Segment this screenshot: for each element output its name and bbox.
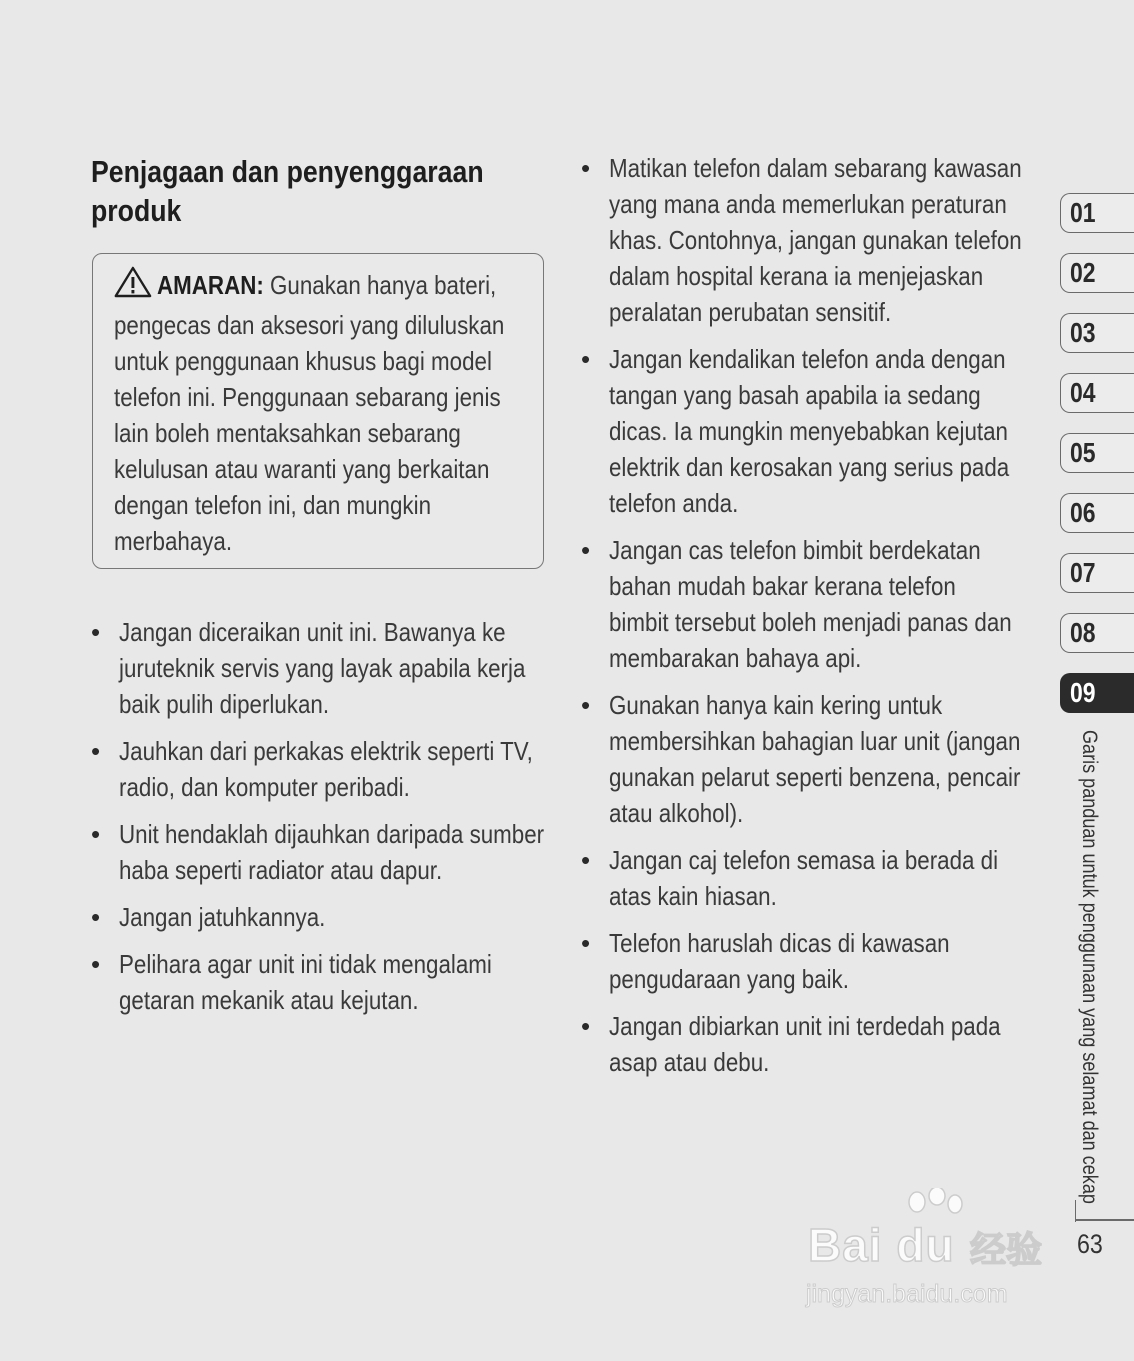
list-item-line: telefon anda.	[609, 488, 739, 518]
list-item-line: atau alkohol).	[609, 798, 744, 828]
chapter-tab-09-active[interactable]	[1060, 673, 1134, 713]
chapter-tab-label: 07	[1070, 557, 1096, 588]
bullet-icon: •	[581, 1011, 591, 1041]
list-item-line: Pelihara agar unit ini tidak mengalami	[119, 949, 492, 979]
list-item-line: bahan mudah bakar kerana telefon	[609, 571, 956, 601]
chapter-tab-label: 02	[1070, 257, 1096, 288]
list-item	[91, 733, 551, 805]
chapter-tab-07[interactable]	[1060, 553, 1134, 593]
list-item-line: radio, dan komputer peribadi.	[119, 772, 410, 802]
list-item-line: Gunakan hanya kain kering untuk	[609, 690, 943, 720]
warning-box	[92, 253, 544, 569]
list-item	[581, 687, 1041, 831]
bullet-icon: •	[91, 949, 101, 979]
list-item	[581, 842, 1041, 914]
chapter-tab-label: 06	[1070, 497, 1096, 528]
list-item-line: getaran mekanik atau kejutan.	[119, 985, 419, 1015]
chapter-tab-02[interactable]	[1060, 253, 1134, 293]
warning-triangle-icon	[114, 266, 152, 307]
warning-line-5: lain boleh mentaksahkan sebarang	[114, 418, 461, 448]
list-item-line: Jangan jatuhkannya.	[119, 902, 326, 932]
list-item-line: elektrik dan kerosakan yang serius pada	[609, 452, 1010, 482]
page-title	[91, 152, 495, 230]
list-item-line: Jangan caj telefon semasa ia berada di	[609, 845, 999, 875]
right-bullet-list	[581, 150, 1041, 1080]
watermark-url: jingyan.baidu.com	[806, 1280, 1008, 1308]
title-line-2: produk	[91, 193, 182, 228]
list-item-line: Matikan telefon dalam sebarang kawasan	[609, 153, 1022, 183]
chapter-tab-label: 04	[1070, 377, 1096, 408]
list-item-line: Jangan cas telefon bimbit berdekatan	[609, 535, 981, 565]
chapter-title-text: Garis panduan untuk penggunaan yang selamat dan cekap	[1078, 730, 1101, 1204]
list-item-line: Jangan kendalikan telefon anda dengan	[609, 344, 1006, 374]
list-item	[91, 614, 551, 722]
warning-label: AMARAN:	[157, 270, 264, 300]
list-item	[91, 946, 551, 1018]
list-item-line: membersihkan bahagian luar unit (jangan	[609, 726, 1021, 756]
list-item-line: Jangan diceraikan unit ini. Bawanya ke	[119, 617, 506, 647]
divider	[1075, 1219, 1134, 1221]
chapter-tab-05[interactable]	[1060, 433, 1134, 473]
bullet-icon: •	[581, 690, 591, 720]
list-item	[91, 816, 551, 888]
list-item-line: peralatan perubatan sensitif.	[609, 297, 892, 327]
list-item	[581, 1008, 1041, 1080]
bullet-icon: •	[91, 617, 101, 647]
chapter-tab-08[interactable]	[1060, 613, 1134, 653]
chapter-tab-01[interactable]	[1060, 193, 1134, 233]
list-item	[581, 150, 1041, 330]
chapter-tab-label: 05	[1070, 437, 1096, 468]
list-item-line: Jangan dibiarkan unit ini terdedah pada	[609, 1011, 1001, 1041]
chapter-tab-label: 09	[1070, 677, 1096, 708]
list-item-line: Telefon haruslah dicas di kawasan	[609, 928, 950, 958]
list-item-line: khas. Contohnya, jangan gunakan telefon	[609, 225, 1022, 255]
warning-line-7: dengan telefon ini, dan mungkin	[114, 490, 432, 520]
list-item-line: yang mana anda memerlukan peraturan	[609, 189, 1007, 219]
warning-line-3: untuk penggunaan khusus bagi model	[114, 346, 492, 376]
list-item-line: bimbit tersebut boleh menjadi panas dan	[609, 607, 1012, 637]
chapter-tab-label: 03	[1070, 317, 1096, 348]
warning-line-6: kelulusan atau waranti yang berkaitan	[114, 454, 490, 484]
bullet-icon: •	[581, 845, 591, 875]
warning-text	[114, 266, 505, 559]
list-item-line: dicas. Ia mungkin menyebabkan kejutan	[609, 416, 1008, 446]
list-item-line: tangan yang basah apabila ia sedang	[609, 380, 981, 410]
chapter-tab-06[interactable]	[1060, 493, 1134, 533]
list-item-line: gunakan pelarut seperti benzena, pencair	[609, 762, 1021, 792]
list-item	[581, 532, 1041, 676]
watermark-brand: Bai du	[808, 1219, 955, 1271]
list-item	[91, 899, 551, 935]
title-line-1: Penjagaan dan penyenggaraan	[91, 154, 484, 189]
watermark-cn: 经验	[970, 1229, 1043, 1270]
bullet-icon: •	[91, 902, 101, 932]
bullet-icon: •	[581, 153, 591, 183]
warning-line-4: telefon ini. Penggunaan sebarang jenis	[114, 382, 501, 412]
bullet-icon: •	[581, 535, 591, 565]
page-number: 63	[1077, 1229, 1103, 1259]
list-item-line: Jauhkan dari perkakas elektrik seperti TV,	[119, 736, 533, 766]
bullet-icon: •	[91, 819, 101, 849]
warning-line-1: Gunakan hanya bateri,	[263, 270, 497, 300]
list-item-line: membarakan bahaya api.	[609, 643, 862, 673]
list-item-line: baik pulih diperlukan.	[119, 689, 330, 719]
chapter-tab-label: 01	[1070, 197, 1096, 228]
warning-first-line	[114, 266, 505, 307]
chapter-tab-03[interactable]	[1060, 313, 1134, 353]
list-item-line: asap atau debu.	[609, 1047, 770, 1077]
warning-line-2: pengecas dan aksesori yang diluluskan	[114, 310, 505, 340]
list-item-line: pengudaraan yang baik.	[609, 964, 849, 994]
chapter-title	[1074, 730, 1114, 1204]
baidu-watermark	[800, 1188, 1070, 1316]
warning-line-8: merbahaya.	[114, 526, 233, 556]
list-item-line: juruteknik servis yang layak apabila kerja	[119, 653, 526, 683]
list-item-line: haba seperti radiator atau dapur.	[119, 855, 443, 885]
list-item-line: Unit hendaklah dijauhkan daripada sumber	[119, 819, 545, 849]
bullet-icon: •	[581, 344, 591, 374]
bullet-icon: •	[91, 736, 101, 766]
chapter-tab-04[interactable]	[1060, 373, 1134, 413]
list-item	[581, 341, 1041, 521]
list-item	[581, 925, 1041, 997]
left-bullet-list	[91, 614, 551, 1018]
list-item-line: atas kain hiasan.	[609, 881, 777, 911]
bullet-icon: •	[581, 928, 591, 958]
list-item-line: dalam hospital kerana ia menjejaskan	[609, 261, 984, 291]
chapter-tab-label: 08	[1070, 617, 1096, 648]
